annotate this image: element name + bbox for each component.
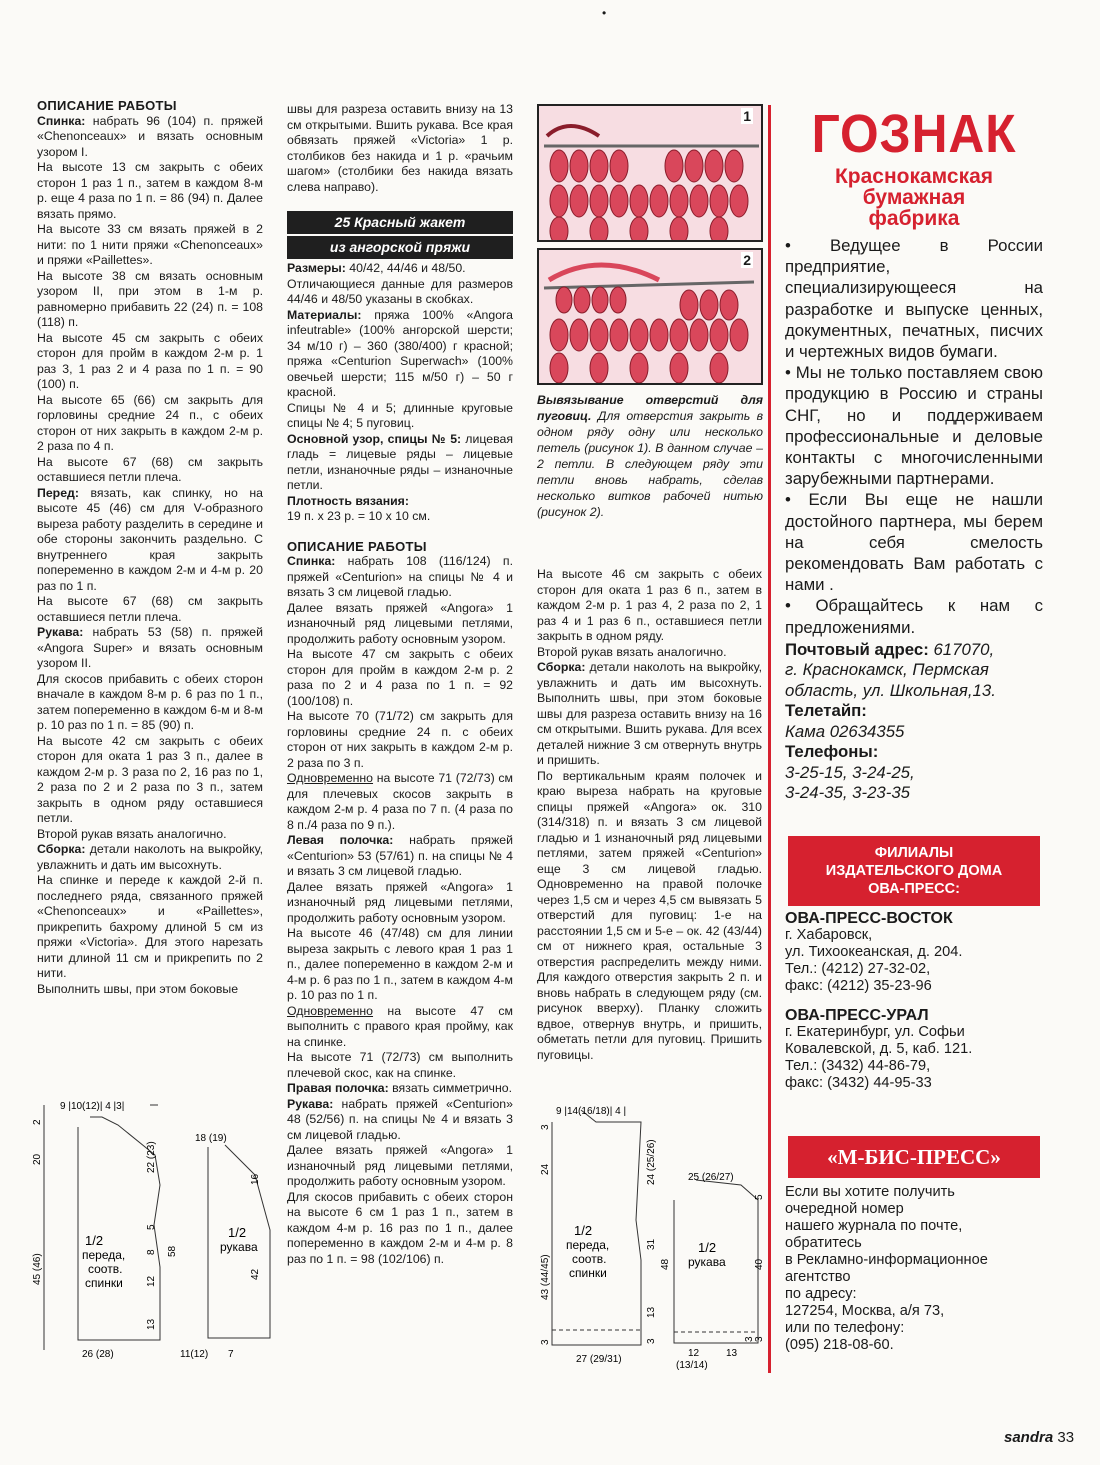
branch-east: ОВА-ПРЕСС-ВОСТОК г. Хабаровск, ул. Тихоокеанская, д. 204. Тел.: (4212) 27-32-02, факс: (4212) 35-23-96 [785,910,963,994]
paragraph: Спинка: набрать 108 (116/124) п. пряжей «Centurion» на спицы № 4 и вязать 3 см лицевой гладью. [287,554,513,599]
part-label: соотв. [572,1252,607,1266]
ad-bullet: • Мы не только поставляем свою продукцию в Россию и страны СНГ, но и поддерживаем профессиональные и деловые контакты с многочисленными зарубежными партнерами. [785,363,1043,489]
ad-body [785,235,1043,638]
paragraph: На высоте 47 см закрыть с обеих сторон для пройм в каждом 2-м р. 2 раза по 2 и 4 раза по 1 п. = 92 (100/108) п. [287,647,513,708]
page-number: 33 [1057,1429,1075,1446]
dimension-label: 13 [726,1348,738,1359]
dimension-label: 58 [167,1245,178,1257]
part-label: рукава [688,1255,726,1269]
paragraph: Для скосов прибавить с обеих сторон на высоте 6 см 1 раз 1 п., затем в каждом 4-м р. 16 раз по 1 п., далее попеременно в каждом 2-м и 4-м р. 8 раз по 1 п. = 98 (102/106) п. [287,1189,513,1266]
dimension-label: 13 [146,1318,157,1330]
paragraph: швы для разреза оставить внизу на 13 см открытыми. Вшить рукава. Все края обвязать пряжей «Victoria» 1 р. столбиков без накида и 1 р. «рачьим шагом» (столбики без накида вязать слева направо). [287,102,513,194]
paragraph: Выполнить швы, при этом боковые [37,981,239,996]
paragraph: Материалы: пряжа 100% «Angora infeutrable» (100% ангорской шерсти; 34 м/10 г) – 360 (380/400) г красной; пряжа «Centurion Superwach» (100% овечьей шерсти; 115 м/50 г) – 50 г красной. [287,307,513,399]
dimension-label: 16 [250,1173,261,1185]
paragraph: По вертикальным краям полочек и краю выреза набрать на круговые спицы пряжей «Angora» ок. 310 (314/318) п. и вязать 3 см лицевой гладью и 1 изнаночный ряд лицевыми петлями, затем пряжей «Centurion» еще 3 см лицевой гладью. Одновременно на правой полочке через 1,5 см и через 4,5 см вывязать 5 отверстий для пуговиц: 1-е на расстоянии 1,5 см и 5-е – ок. 42 (43/44) см от нижнего края, остальные 3 отверстия распределить между ними. Для каждого отверстия закрыть 2 п. и вновь набрать в следующем ряду (см. рисунок вверху). Планку сложить вдвое, отвернув внутрь, и пришить, обметать петли для пуговиц. Пришить пуговицы. [537,768,762,1062]
paragraph: Второй рукав вязать аналогично. [537,644,727,659]
paragraph: Для скосов прибавить с обеих сторон вначале в каждом 8-м р. 6 раз по 1 п., затем попеременно в каждом 6-м и 8-м р. 10 раз по 1 п. = 85 (90) п. [37,671,263,732]
paragraph: Далее вязать пряжей «Angora» 1 изнаночный ряд лицевыми петлями, продолжить работу основным узором. [287,1143,513,1188]
ad-bullet: • Если Вы еще не нашли достойного партнера, мы берем на себя смелость рекомендовать Вам работать с нами . [785,490,1043,595]
paragraph: На высоте 38 см вязать основным узором II, при этом в 1-м р. равномерно прибавить 22 (24) п. = 108 (118) п. [37,268,263,329]
knitting-stitch-illustration [539,250,761,383]
ad-subtitle: бумажная [862,186,966,209]
part-label: 1/2 [85,1233,104,1248]
part-label: 1/2 [574,1223,593,1238]
paragraph: Рукава: набрать 53 (58) п. пряжей «Angora Super» и вязать основным узором II. [37,625,263,670]
paragraph: Плотность вязания: [287,493,409,508]
paragraph: Далее вязать пряжей «Angora» 1 изнаночный ряд лицевыми петлями, продолжить работу основным узором. [287,879,513,925]
paragraph: Второй рукав вязать аналогично. [37,826,227,841]
part-label: 1/2 [698,1240,717,1255]
paragraph: На высоте 33 см вязать пряжей в 2 нити: по 1 нити пряжи «Chenonceaux» и пряжи «Paillettes». [37,222,263,267]
dimension-label: 31 [646,1238,657,1250]
dimension-label: 42 [250,1268,261,1280]
page-footer [1004,1429,1074,1446]
ad-subtitle: фабрика [868,207,960,230]
paragraph: Основной узор, спицы № 5: лицевая гладь = лицевые ряды – лицевые петли, изнаночные ряды – изнаночные петли. [287,431,513,492]
part-label: переда, [82,1248,126,1262]
paragraph: На высоте 67 (68) см закрыть оставшиеся петли плеча. [37,594,263,624]
dimension-label: 8 [146,1249,157,1255]
dimension-label: 26 (28) [82,1349,114,1360]
part-label: соотв. [88,1262,123,1276]
dimension-label: 24 (25/26) [646,1139,657,1185]
dimension-label: 12 [688,1348,700,1359]
pattern-schematic-2 [536,1100,771,1375]
dimension-label: 3 [540,1124,551,1130]
dimension-label: 40 [754,1258,765,1270]
dimension-label: 11(12) [180,1349,209,1360]
paragraph: Сборка: детали наколоть на выкройку, увлажнить и дать им высохнуть. [37,842,263,872]
dimension-label: 3 [646,1338,657,1344]
paragraph: На высоте 71 (72/73) см выполнить плечевой скос, как на спинке. [287,1050,513,1080]
buttonhole-figure-2 [537,248,763,385]
buttonhole-figure-1 [537,104,763,242]
paragraph: Правая полочка: вязать симметрично. [287,1081,513,1095]
mbis-banner: «М-БИС-ПРЕСС» [788,1136,1040,1178]
dimension-label: 45 (46) [32,1253,43,1285]
dimension-label: 9 |10(12)| 4 |3| [60,1101,125,1112]
dimension-label: 5 [754,1194,765,1200]
dimension-label: 20 [32,1153,43,1165]
paragraph: Отличающиеся данные для размеров 44/46 и 48/50 указаны в скобках. [287,276,513,306]
dimension-label: 2 [32,1119,43,1125]
paragraph: Одновременно на высоте 71 (72/73) см для плечевых скосов закрыть в каждом 2-м р. 4 раза по 7 п. (4 раза по 8 п./4 раза по 9 п.). [287,771,513,832]
goznak-advert [785,102,1043,804]
paragraph: Рукава: набрать пряжей «Centurion» 48 (52/56) п. на спицы № 4 и вязать 3 см лицевой гладью. [287,1096,513,1142]
section-heading: ОПИСАНИЕ РАБОТЫ [287,538,427,554]
dimension-label: 27 (29/31) [576,1354,622,1365]
ad-bullet: • Обращайтесь к нам с предложениями. [785,596,1043,637]
dimension-label: 18 (19) [195,1133,227,1144]
figure-number: 2 [743,252,751,268]
paragraph: 19 п. х 23 р. = 10 х 10 см. [287,509,431,523]
paragraph: Далее вязать пряжей «Angora» 1 изнаночный ряд лицевыми петлями, продолжить работу основным узором. [287,600,513,646]
paragraph: На высоте 70 (71/72) см закрыть для горловины средние 24 п. с обеих сторон от них закрыть в каждом 2-м р. 2 раза по 3 п. [287,709,513,770]
part-label: рукава [220,1240,258,1254]
paragraph: Одновременно на высоте 47 см выполнить с правого края пройму, как на спинке. [287,1003,513,1049]
figure-number: 1 [743,108,751,124]
paragraph: На спинке и переде к каждой 2-й п. последнего ряда, связанного пряжей «Chenonceaux» и «Paillettes», прикрепить бахрому длиной 5 см из пряжи «Victoria». Для этого нарезать нити длиной 11 см и прикрепить по 2 нити. [37,873,263,980]
paragraph: На высоте 46 см закрыть с обеих сторон для оката 1 раз 6 п., затем в каждом 2-м р. 1 раз 4, 2 раза по 2, 1 раз 4 и 1 раз 6 п., оставшиеся петли закрыть в одном ряду. [537,567,762,643]
dimension-label: 48 [660,1258,671,1270]
section-heading: ОПИСАНИЕ РАБОТЫ [37,98,177,113]
paragraph: Левая полочка: набрать пряжей «Centurion» 53 (57/61) п. на спицы № 4 и вязать 3 см лицевой гладью. [287,833,513,878]
ad-subtitle: Краснокамская [834,165,994,188]
mbis-info: Если вы хотите получить очередной номер нашего журнала по почте, обратитесь в Рекламно-информационное агентство по адресу: 127254, Москва, а/я 73, или по телефону: (095) 218-08-60. [785,1184,988,1353]
page-mark: • [602,6,607,20]
pattern-title-bar: 25 Красный жакет [287,211,513,234]
paragraph: На высоте 46 (47/48) см для линии выреза закрыть с левого края 1 раз 1 п., далее попеременно в каждом 2-м и 4-м р. 6 раз по 1 п., затем в каждом 4-м р. 10 раз по 1 п. [287,926,513,1002]
ad-divider [768,105,771,1373]
column-2 [287,102,513,1267]
dimension-label: 3 [540,1339,551,1345]
dimension-label: 3 [754,1336,765,1342]
dimension-label: 9 |14(16/18)| 4 | [556,1106,627,1117]
dimension-label: 43 (44/45) [540,1254,551,1300]
paragraph: На высоте 13 см закрыть с обеих сторон 1 раз 1 п., затем в каждом 8-м р. еще 4 раза по 1 п. = 86 (94) п. Далее вязать прямо. [37,160,263,221]
paragraph: На высоте 45 см закрыть с обеих сторон для пройм в каждом 2-м р. 1 раз 3, 1 раз 2 и 4 раза по 1 п. = 90 (100) п. [37,330,263,391]
paragraph: Сборка: детали наколоть на выкройку, увлажнить и дать им высохнуть. Выполнить швы, при этом боковые швы для разреза оставить внизу на 16 см открытыми. Вшить рукава. Для всех деталей нижние 3 см отвернуть внутрь и пришить. [537,660,762,767]
paragraph: Перед: вязать, как спинку, но на высоте 45 (46) см для V-образного выреза работу разделить в середине и обе стороны закончить раздельно. С внутреннего края закрыть попеременно в каждом 2-м и 4-м р. 20 раз по 1 п. [37,485,263,593]
paragraph: На высоте 67 (68) см закрыть оставшиеся петли плеча. [37,454,263,484]
pattern-subtitle-bar: из ангорской пряжи [287,236,513,259]
paragraph: На высоте 42 см закрыть с обеих сторон для оката 1 раз 3 п., далее в каждом 2-м р. 3 раза по 2, 16 раз по 1, 2 раза по 2 и 2 раза по 3 п., затем закрыть в одном ряду оставшиеся петли. [37,733,263,825]
filials-banner: ФИЛИАЛЫ ИЗДАТЕЛЬСКОГО ДОМА ОВА-ПРЕСС: [788,836,1040,906]
column-3 [537,567,762,1063]
ad-address: Почтовый адрес: 617070, г. Краснокамск, Пермская область, ул. Школьная,13. Телетайп: Кама 02634355 Телефоны: 3-25-15, 3-24-25, 3-24-35, 3-23-35 [785,639,996,803]
dimension-label: 13 [646,1306,657,1318]
dimension-label: 3 [744,1336,755,1342]
dimension-label: 24 [540,1163,551,1175]
dimension-label: 22 (23) [146,1141,157,1173]
magazine-brand: sandra [1004,1429,1054,1446]
paragraph: На высоте 65 (66) см закрыть для горловины средние 24 п., с обеих сторон от них закрыть в каждом 2-м р. 2 раза по 4 п. [37,392,263,453]
dimension-label: 7 [228,1349,234,1360]
column-1 [37,98,263,997]
paragraph: Спинка: набрать 96 (104) п. пряжей «Chenonceaux» и вязать основным узором I. [37,113,263,159]
pattern-schematic-1 [30,1095,275,1370]
dimension-label: 5 [146,1224,157,1230]
part-label: переда, [566,1238,610,1252]
dimension-label: 12 [146,1275,157,1287]
ad-bullet: • Ведущее в России предприятие, специализирующееся на разработке и выпуске ценных, документных, печатных, писчих и чертежных видов бумаги. [785,236,1043,362]
paragraph: Размеры: 40/42, 44/46 и 48/50. [287,261,466,275]
part-label: 1/2 [228,1225,247,1240]
knitting-stitch-illustration [539,106,761,240]
dimension-label: 25 (26/27) [688,1172,734,1183]
paragraph: Спицы № 4 и 5; длинные круговые спицы № 4; 5 пуговиц. [287,400,513,430]
part-label: спинки [85,1276,123,1290]
ad-title: ГОЗНАК [811,104,1017,164]
dimension-label: (13/14) [676,1360,708,1371]
figure-caption: Вывязывание отверстий для пуговиц. Для отверстия закрыть в одном ряду одну или несколько петель (рисунок 1). В данном случае – 2 петли. В следующем ряду эти петли вновь набрать, сделав несколько витков рабочей нитью (рисунок 2). [537,393,763,519]
branch-ural: ОВА-ПРЕСС-УРАЛ г. Екатеринбург, ул. Софьи Ковалевской, д. 5, каб. 121. Тел.: (3432) 44-86-79, факс: (3432) 44-95-33 [785,1007,973,1091]
part-label: спинки [569,1266,607,1280]
